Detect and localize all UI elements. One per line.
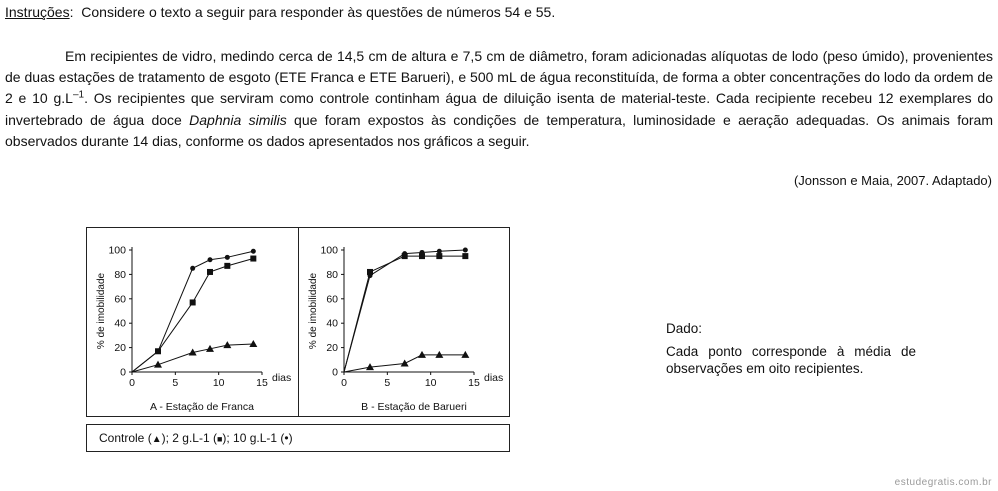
y-tick-label: 60 [114, 293, 126, 306]
data-point-circle [225, 255, 230, 260]
data-point-circle [156, 349, 161, 354]
data-point-triangle [418, 351, 426, 358]
paragraph-superscript: –1 [72, 89, 85, 101]
species-name: Daphnia similis [189, 111, 287, 128]
data-point-square [436, 253, 442, 259]
x-tick-label: 5 [384, 377, 391, 389]
data-point-square [462, 253, 468, 259]
paragraph-part3: que foram expostos às condições de temperatura, luminosidade e aeração adequadas. Os animais foram observados durante 14 dias, conforme os dados apresentados nos gráficos a seguir. [5, 111, 993, 149]
data-point-circle [251, 249, 256, 254]
legend-sep2: ); 10 g.L-1 ( [222, 431, 285, 445]
source-citation: (Jonsson e Maia, 2007. Adaptado) [793, 173, 992, 188]
y-tick-label: 100 [320, 244, 338, 257]
data-point-square [207, 269, 213, 275]
chart-barueri [299, 228, 509, 416]
data-point-circle [402, 251, 407, 256]
data-point-circle [208, 257, 213, 262]
y-tick-label: 0 [332, 366, 338, 379]
x-axis-label: dias [272, 372, 292, 384]
dado-title: Dado: [666, 321, 703, 336]
watermark: estudegratis.com.br [894, 477, 992, 488]
data-point-triangle [401, 359, 409, 366]
x-axis-label: dias [484, 372, 504, 384]
legend-sep1: ); 2 g.L-1 ( [161, 431, 217, 445]
y-axis-label: % de imobilidade [308, 272, 319, 350]
data-point-triangle [435, 351, 443, 358]
y-tick-label: 0 [120, 366, 126, 379]
data-point-circle [463, 248, 468, 253]
dado-text: Cada ponto corresponde à média de observações em oito recipientes. [666, 344, 916, 376]
x-tick-label: 5 [172, 377, 179, 389]
data-point-square [224, 263, 230, 269]
legend-box [86, 424, 510, 452]
instructions-label: Instruções [5, 4, 70, 20]
x-tick-label: 15 [468, 377, 480, 389]
legend-controle: Controle ( [99, 431, 152, 445]
triangle-icon: ▲ [151, 434, 162, 445]
series-line-circle [344, 250, 465, 372]
chart-title: A - Estação de Franca [150, 401, 254, 413]
chart-title: B - Estação de Barueri [361, 401, 467, 413]
x-tick-label: 10 [424, 377, 437, 389]
x-tick-label: 0 [129, 377, 135, 389]
y-tick-label: 20 [326, 342, 338, 355]
x-tick-label: 10 [212, 377, 225, 389]
paragraph-part2: . Os recipientes que serviram como controle continham água de diluição isenta de material-teste. Cada recipiente recebeu 12 exemplares do invertebrado de água doce [5, 90, 994, 128]
y-tick-label: 40 [326, 317, 338, 330]
instructions-line: Instruções: Considere o texto a seguir para responder às questões de números 54 e 55. [5, 4, 556, 20]
data-point-circle [420, 250, 425, 255]
data-point-circle [190, 266, 195, 271]
data-point-circle [368, 273, 373, 278]
y-tick-label: 40 [114, 317, 126, 330]
main-paragraph [5, 46, 993, 152]
data-point-triangle [249, 340, 257, 347]
circle-icon: • [284, 431, 289, 445]
legend-end: ) [288, 431, 293, 445]
dado-note [666, 320, 916, 377]
y-tick-label: 80 [326, 268, 338, 281]
data-point-square [250, 256, 256, 262]
x-tick-label: 0 [341, 377, 347, 389]
paragraph-part1: Em recipientes de vidro, medindo cerca de 14,5 cm de altura e 7,5 cm de diâmetro, foram adicionadas alíquotas de lodo (peso úmido), provenientes de duas estações de tratamento de esgoto (ETE Franca e ETE Barueri), e 500 mL de água reconstituída, de forma a obter concentrações do lodo da ordem de 2 e 10 g.L [5, 48, 993, 107]
chart-franca [87, 228, 297, 416]
y-tick-label: 80 [114, 268, 126, 281]
data-point-square [190, 299, 196, 305]
y-tick-label: 60 [326, 293, 338, 306]
data-point-circle [437, 249, 442, 254]
y-tick-label: 20 [114, 342, 126, 355]
instructions-text: Considere o texto a seguir para responder às questões de números 54 e 55. [81, 4, 556, 20]
data-point-triangle [461, 351, 469, 358]
x-tick-label: 15 [256, 377, 268, 389]
y-tick-label: 100 [108, 244, 126, 257]
square-icon: ■ [216, 434, 223, 444]
y-axis-label: % de imobilidade [96, 272, 107, 350]
